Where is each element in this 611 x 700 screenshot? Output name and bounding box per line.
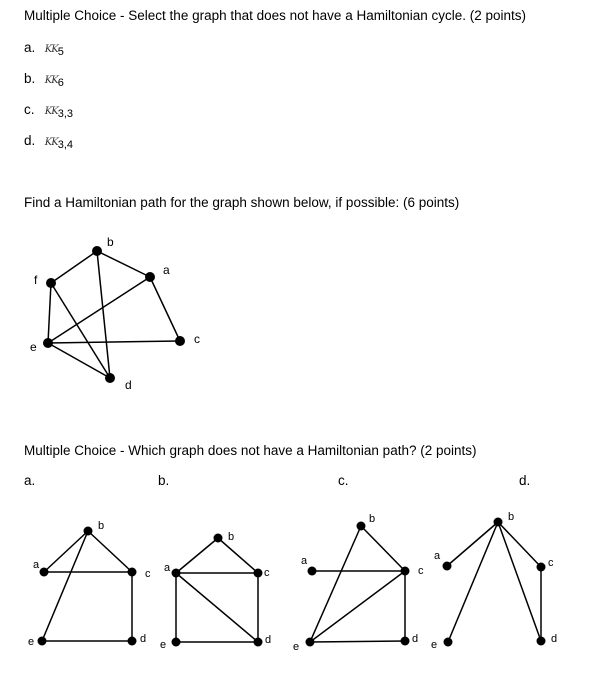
vertex-d [401,637,410,646]
label-b: b [508,511,515,523]
label-b: b [98,520,105,532]
label-e: e [293,641,300,653]
q3-option-a[interactable]: a. [24,473,36,488]
q1-option-b[interactable] [24,71,64,89]
edge-e-d [48,343,110,378]
label-e: e [160,639,167,651]
label-e: e [431,639,438,651]
q2-graph [0,225,611,425]
edge-b-a [97,251,150,277]
label-b: b [228,531,235,543]
vertex-c [254,569,263,578]
label-a: a [301,555,308,567]
vertex-c [175,336,185,346]
vertex-f [46,278,56,288]
edge-e-c [48,341,180,343]
question-2-title: Find a Hamiltonian path for the graph shown below, if possible: (6 points) [24,195,460,210]
graph-symbol: $KK_5$ [44,44,64,58]
vertex-c [128,568,137,577]
vertex-a [308,567,317,576]
edge-a-e [48,277,150,343]
q3-graph-a [28,520,151,648]
vertex-a [40,568,49,577]
vertex-e [43,338,53,348]
q1-option-d[interactable] [24,133,73,151]
q3-graphs [0,500,611,700]
q1-option-a[interactable] [24,40,64,58]
label-a: a [434,550,441,562]
edge-f-e [48,283,51,343]
vertex-a [443,562,452,571]
vertex-d [105,373,115,383]
q3-option-d[interactable]: d. [519,473,531,488]
graph-symbol: $KK_6$ [44,75,64,89]
vertex-c [537,563,546,572]
label-f: f [34,273,38,287]
graph-symbol: $KK_{3,3}$ [44,106,74,120]
label-e: e [28,636,35,648]
vertex-e [38,637,47,646]
label-c: c [418,565,424,577]
q1-option-c[interactable] [24,102,73,120]
label-a: a [33,559,40,571]
edge-b-f [51,251,97,283]
vertex-a [172,569,181,578]
vertex-d [254,638,263,647]
label-c: c [145,568,151,580]
q3-graph-d [431,511,557,651]
label-d: d [412,633,419,645]
edge-a-c [150,277,180,341]
label-e: e [30,340,37,354]
label-d: d [265,634,272,646]
q3-option-b[interactable]: b. [158,473,170,488]
question-3-title: Multiple Choice - Which graph does not have a Hamiltonian path? (2 points) [24,443,477,458]
q3-graph-c [293,513,424,653]
label-c: c [548,557,554,569]
option-letter: d. [24,133,36,148]
vertex-c [401,567,410,576]
vertex-b [214,534,223,543]
label-a: a [163,263,170,277]
label-d: d [140,633,147,645]
vertex-e [306,638,315,647]
option-letter: b. [24,71,36,86]
label-d: d [551,633,558,645]
label-a: a [164,562,171,574]
vertex-e [444,638,453,647]
q3-graph-b [160,531,271,651]
option-letter: c. [24,102,35,117]
label-b: b [107,235,114,249]
vertex-d [537,637,546,646]
label-d: d [125,378,132,392]
graph-symbol: $KK_{3,4}$ [44,137,74,151]
label-c: c [194,332,200,346]
q3-option-c[interactable]: c. [338,473,349,488]
vertex-b [84,527,93,536]
label-c: c [264,567,270,579]
vertex-a [145,272,155,282]
vertex-b [357,522,366,531]
vertex-b [494,518,503,527]
vertex-e [172,638,181,647]
vertex-b [92,246,102,256]
question-1-title: Multiple Choice - Select the graph that does not have a Hamiltonian cycle. (2 points) [24,8,527,23]
vertex-d [128,637,137,646]
option-letter: a. [24,40,36,55]
label-b: b [369,513,376,525]
